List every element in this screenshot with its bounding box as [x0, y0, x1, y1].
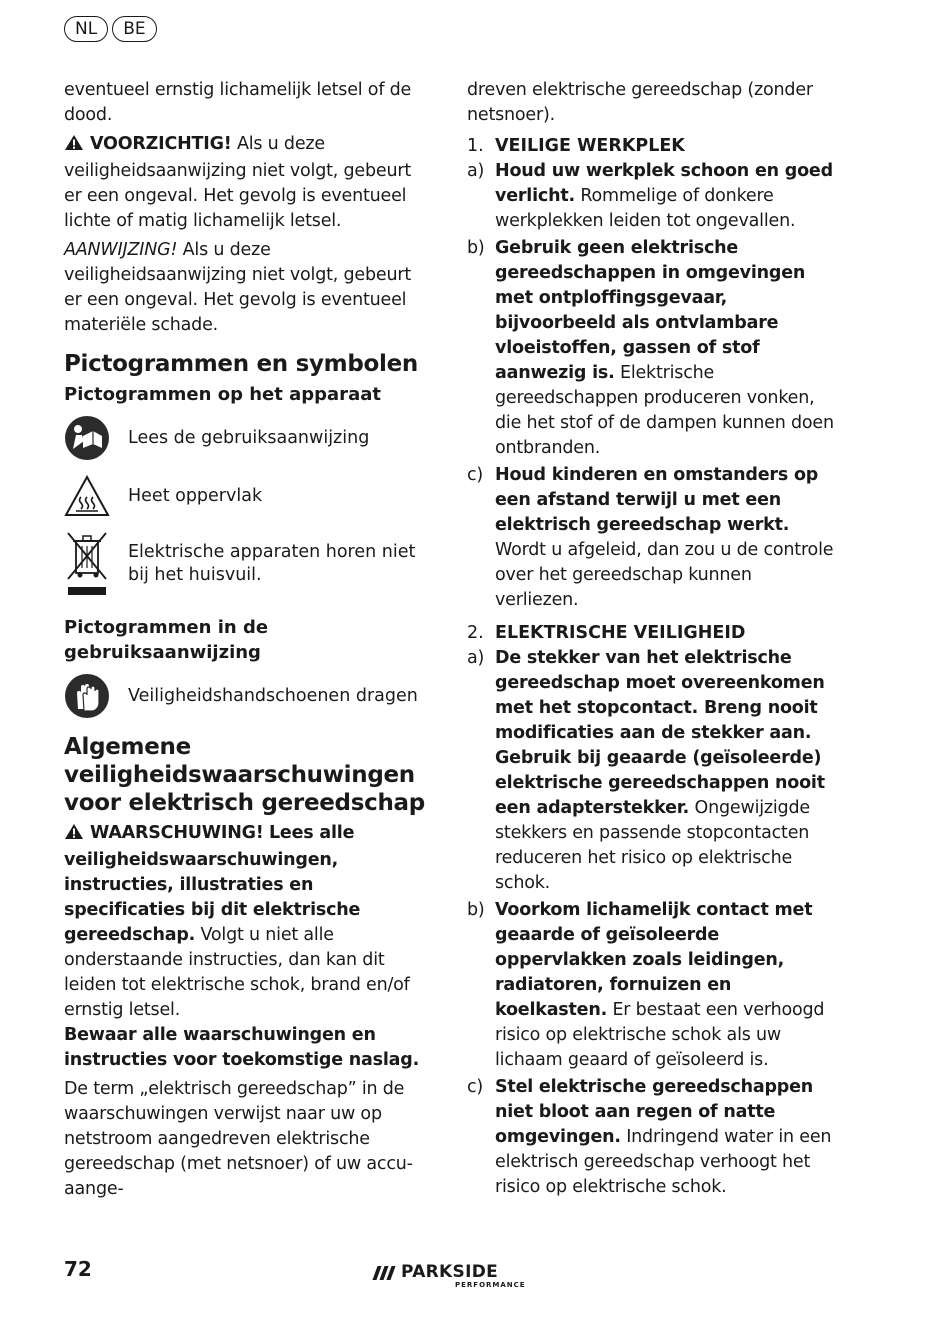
hot-surface-icon	[64, 473, 110, 519]
warning-label: WAARSCHUWING!	[90, 823, 264, 843]
list-item-letter: c)	[467, 1077, 484, 1097]
caution-label: VOORZICHTIG!	[90, 134, 232, 154]
pictogram-row	[64, 415, 430, 461]
read-manual-icon	[64, 415, 110, 461]
caution-text: Als u deze veiligheidsaanwijzing niet volgt, gebeurt er een ongeval. Het gevolg is eventueel lichte of matig lichamelijk letsel.	[64, 134, 412, 231]
intro-end-text: eventueel ernstig lichamelijk letsel of de dood.	[64, 80, 412, 125]
list-item-letter: c)	[467, 465, 484, 485]
list-item-text: Indringend water in een elektrisch gereedschap verhoogt het risico op elektrische schok.	[495, 1127, 832, 1197]
pictogram-text: Heet oppervlak	[128, 485, 263, 506]
section-number: 1.	[467, 136, 484, 156]
list-item	[467, 646, 839, 896]
right-column	[467, 78, 839, 1202]
list-item-bold: Houd uw werkplek schoon en goed verlicht.	[495, 161, 833, 206]
logo-slashes-icon	[375, 1266, 393, 1280]
list-item-text: Er bestaat een verhoogd risico op elektrische schok als uw lichaam geaard of geïsoleerd is.	[495, 1000, 825, 1070]
list-item-bold: De stekker van het elektrische gereedschap moet overeenkomen met het stopcontact. Breng nooit modificaties aan de stekker aan. Gebruik bij geaarde (geïsoleerde) elektrische gereedschappen nooit een adapterstekker.	[495, 648, 825, 818]
brand-subline: PERFORMANCE	[455, 1281, 526, 1289]
notice-paragraph	[64, 238, 430, 338]
parkside-logo	[375, 1264, 526, 1290]
lang-badge-be: BE	[112, 16, 156, 42]
warning-paragraph	[64, 821, 430, 1023]
lang-badge-nl: NL	[64, 16, 108, 42]
keep-instructions-text: Bewaar alle waarschuwingen en instructies voor toekomstige naslag.	[64, 1025, 420, 1070]
notice-text: Als u deze veiligheidsaanwijzing niet volgt, gebeurt er een ongeval. Het gevolg is eventueel materiële schade.	[64, 240, 412, 335]
list-item-text: Wordt u afgeleid, dan zou u de controle over het gereedschap kunnen verliezen.	[495, 540, 834, 610]
crossed-bin-icon	[64, 531, 110, 597]
warning-triangle-icon	[64, 823, 84, 848]
list-item	[467, 463, 839, 613]
pictogram-text: Lees de gebruiksaanwijzing	[128, 427, 370, 448]
list-item-letter: a)	[467, 648, 485, 668]
language-badges	[64, 16, 157, 42]
list-item	[467, 159, 839, 234]
list-item-letter: b)	[467, 238, 485, 258]
pictogram-row	[64, 473, 430, 519]
warning-bold-text: Lees alle veiligheidswaarschuwingen, instructies, illustraties en specificaties bij dit elektrische gereedschap.	[64, 823, 361, 945]
list-item-letter: b)	[467, 900, 485, 920]
list-item-bold: Voorkom lichamelijk contact met geaarde of geïsoleerde oppervlakken zoals leidingen, radiatoren, fornuizen en koelkasten.	[495, 900, 813, 1020]
left-column	[64, 78, 430, 1202]
caution-paragraph	[64, 132, 430, 234]
list-item-letter: a)	[467, 161, 485, 181]
pictogram-text: Elektrische apparaten horen niet bij het huisvuil.	[128, 542, 416, 585]
brand-name: PARKSIDE	[401, 1262, 499, 1282]
warning-triangle-icon	[64, 134, 84, 159]
list-item-bold: Stel elektrische gereedschappen niet bloot aan regen of natte omgevingen.	[495, 1077, 814, 1147]
warning-text: Volgt u niet alle onderstaande instructies, dan kan dit leiden tot elektrische schok, brand en/of ernstig letsel.	[64, 925, 410, 1020]
manual-pictograms-subheading: Pictogrammen in de gebruiksaanwijzing	[64, 617, 269, 663]
list-item	[467, 1075, 839, 1200]
list-item	[467, 898, 839, 1073]
safety-gloves-icon	[64, 673, 110, 719]
section-number: 2.	[467, 623, 484, 643]
pictograms-heading: Pictogrammen en symbolen	[64, 351, 418, 377]
pictogram-text: Veiligheidshandschoenen dragen	[128, 685, 418, 706]
pictogram-row	[64, 673, 430, 719]
term-continuation-text: dreven elektrische gereedschap (zonder netsnoer).	[467, 80, 813, 125]
general-warnings-heading: Algemene veiligheidswaarschuwingen voor elektrisch gereedschap	[64, 734, 425, 816]
device-pictograms-subheading: Pictogrammen op het apparaat	[64, 384, 381, 405]
page-number: 72	[64, 1257, 92, 1281]
list-item	[467, 236, 839, 461]
term-definition-text: De term „elektrisch gereedschap” in de waarschuwingen verwijst naar uw op netstroom aangedreven elektrische gereedschap (met netsnoer) of uw accu-aange-	[64, 1079, 413, 1199]
list-item-text: Elektrische gereedschappen produceren vonken, die het stof of de dampen kunnen doen ontbranden.	[495, 363, 834, 458]
section-title-text: ELEKTRISCHE VEILIGHEID	[495, 623, 746, 643]
list-item-bold: Gebruik geen elektrische gereedschappen in omgevingen met ontploffingsgevaar, bijvoorbeeld als ontvlambare vloeistoffen, gassen of stof aanwezig is.	[495, 238, 806, 383]
section-title	[467, 621, 839, 646]
notice-label: AANWIJZING!	[64, 240, 178, 260]
list-item-bold: Houd kinderen en omstanders op een afstand terwijl u met een elektrisch gereedschap werkt.	[495, 465, 819, 535]
section-title	[467, 134, 839, 159]
pictogram-row	[64, 531, 430, 597]
list-item-text: Ongewijzigde stekkers en passende stopcontacten reduceren het risico op elektrische schok.	[495, 798, 810, 893]
list-item-text: Rommelige of donkere werkplekken leiden tot ongevallen.	[495, 186, 796, 231]
section-title-text: VEILIGE WERKPLEK	[495, 136, 685, 156]
